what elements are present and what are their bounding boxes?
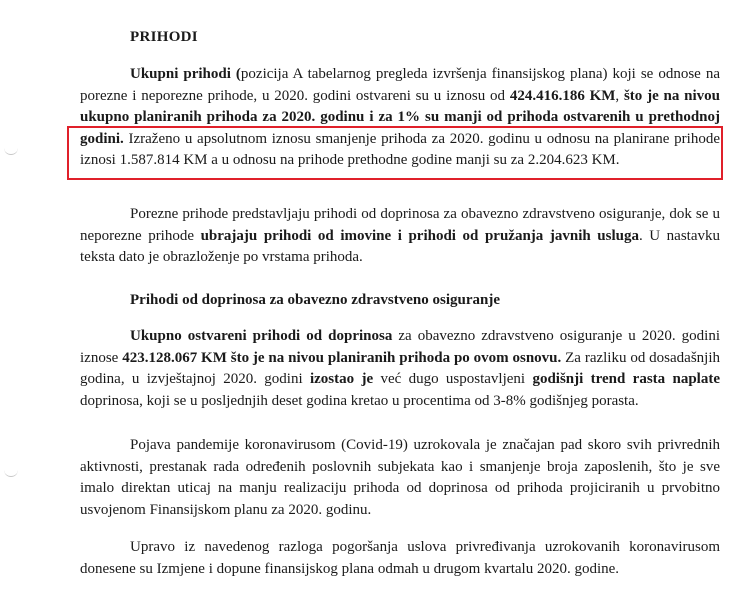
text-span: pozicija A tabelarnog pregleda izvršenja finansijskog plana) koji se odnose na porezne i neporezne prihode, u 2020. godini ostvareni su u iznosu od [80,66,720,104]
scan-margin-mark [4,148,18,155]
text-span: doprinosa, koji se u posljednjih deset godina kretao u procentima od 3-8% godišnjeg porasta. [80,392,639,409]
paragraph-izmjene-plana [80,537,720,580]
text-span: za obavezno zdravstveno osiguranje u 2020. godini iznose [80,328,720,366]
text-span: Pojava pandemije koronavirusom (Covid-19) uzrokovala je značajan pad skoro svih privrednih aktivnosti, prestanak rada određenih poslovnih subjekata kao i smanjenje broja zaposlenih, što je sve imalo direktan uticaj na manju realizaciju prihoda od doprinosa od prihoda projiciranih u prvobitno usvojenom Finansijskom planu za 2020. godinu. [80,437,720,518]
text-span: . U nastavku teksta dato je obrazloženje po vrstama prihoda. [80,227,721,265]
text-span: Za razliku od dosadašnjih godina, u izvještajnoj 2020. godini [80,349,721,387]
statement-plan-level: što je na nivou ukupno planiranih prihoda za 2020. godinu i za 1% su manji od prihoda ostvarenih u prethodnoj godini. [80,87,721,147]
text-span: Porezne prihode predstavljaju prihodi od doprinosa za obavezno zdravstveno osiguranje, dok se u neporezne prihode [80,206,720,244]
scan-margin-mark [4,470,18,477]
paragraph-pandemija [80,435,720,521]
red-highlight-box [67,126,723,180]
bold-span: godišnji trend rasta naplate [532,371,721,387]
text-span: , [615,87,624,104]
highlighted-sentence: Izraženo u apsolutnom iznosu smanjenje prihoda za 2020. godinu u odnosu na planirane prihode iznosi 1.587.814 KM a u odnosu na prihode prethodne godine manji su za 2.204.623 KM. [80,130,720,168]
bold-span: izostao je [309,371,374,387]
paragraph-porezni-prihodi [80,204,720,269]
bold-span: Ukupno ostvareni prihodi od doprinosa [130,328,393,344]
amount-contributions: 423.128.067 KM [122,349,227,366]
text-span: Upravo iz navedenog razloga pogoršanja uslova privređivanja uzrokovanih koronavirusom donesene su Izmjene i dopune finansijskog plana odmah u drugom kvartalu 2020. godine. [80,539,720,577]
paragraph-doprinosi [80,326,720,412]
subsection-heading: Prihodi od doprinosa za obavezno zdravstveno osiguranje [130,292,501,308]
text-span: već dugo uspostavljeni [373,371,533,387]
amount-total-revenue: 424.416.186 KM [509,87,616,104]
bold-span: što je na nivou planiranih prihoda po ovom osnovu. [226,349,562,366]
section-heading: PRIHODI [130,29,198,45]
term-ukupni-prihodi: Ukupni prihodi ( [130,66,241,82]
bold-span: ubrajaju prihodi od imovine i prihodi od pružanja javnih usluga [200,227,639,244]
